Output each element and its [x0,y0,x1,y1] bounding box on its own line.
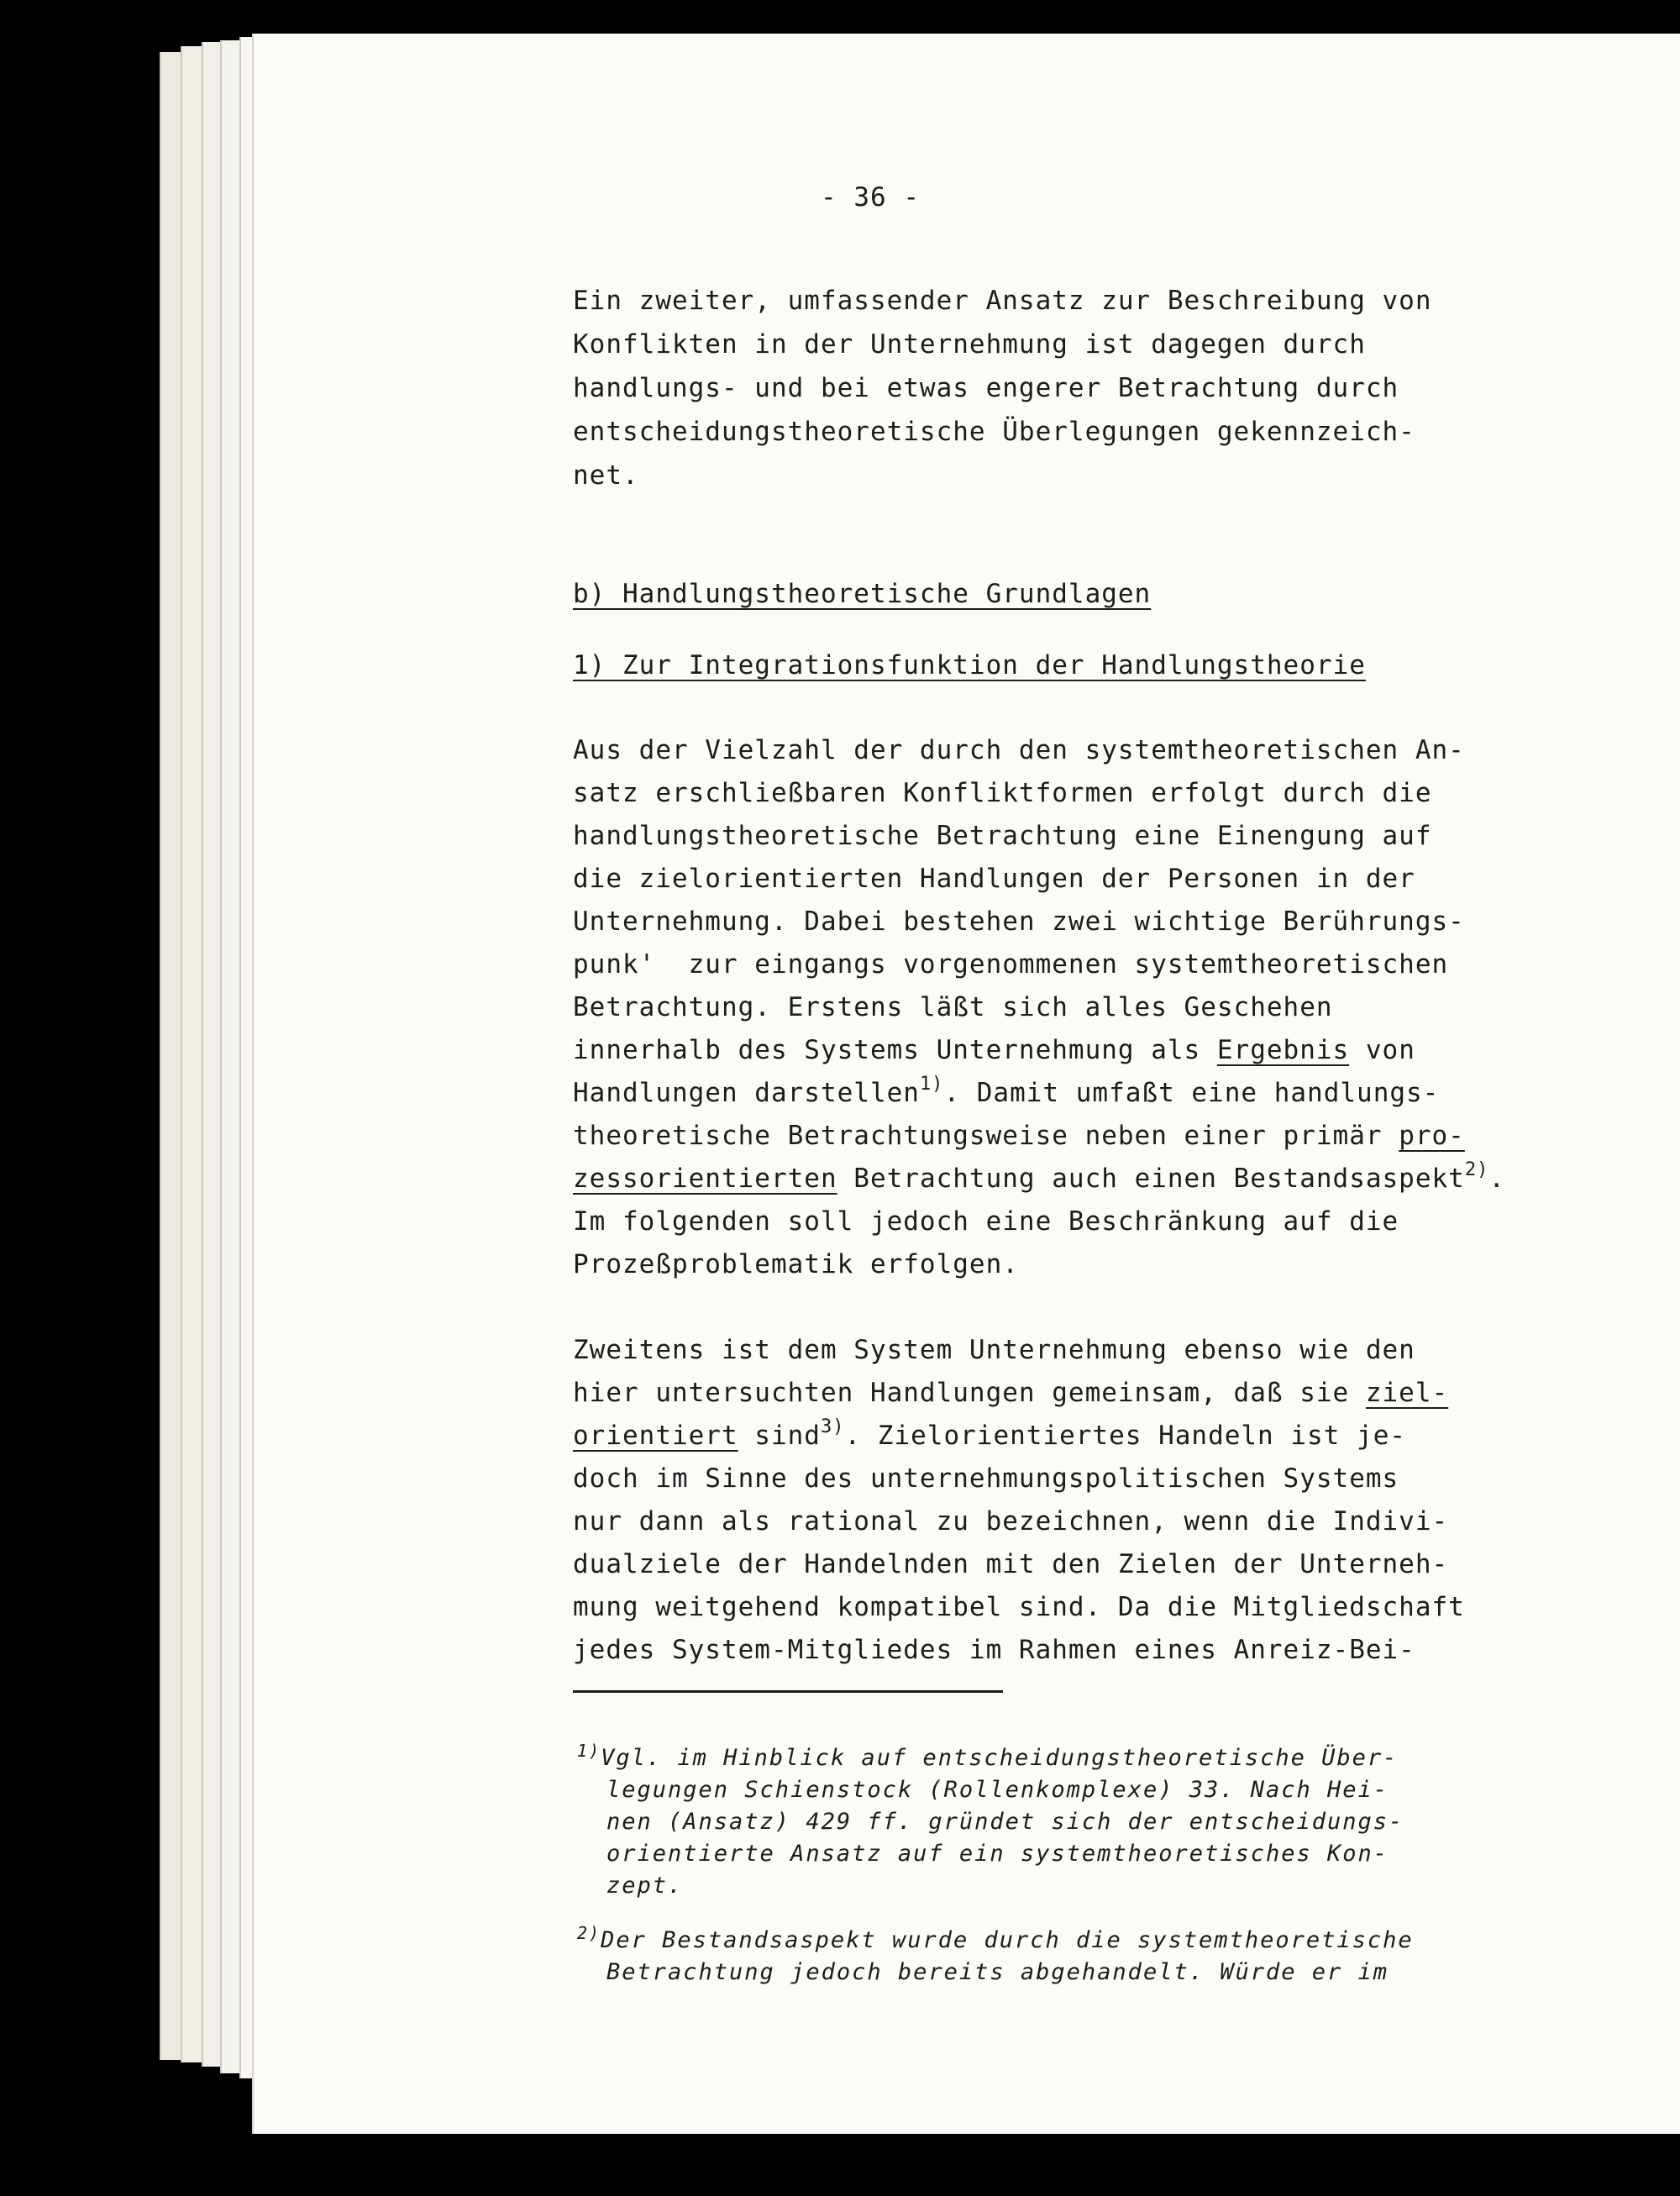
text-run: . Damit umfaßt eine handlungs- [943,1078,1440,1108]
intro-line: Ein zweiter, umfassender Ansatz zur Beschreibung von [573,286,1432,316]
subsection-heading: 1) Zur Integrationsfunktion der Handlungstheorie [573,650,1366,680]
intro-line: entscheidungstheoretische Überlegungen gekennzeich- [573,417,1415,447]
footnote-marker: 2) [577,1923,601,1943]
body-line [573,1119,1465,1153]
text-run: sind [738,1421,821,1451]
body-line [573,1076,1439,1110]
emphasized-term: Ergebnis [1216,1035,1350,1065]
text-run: . Zielorientiertes Handeln ist je- [844,1421,1407,1451]
body-line: Im folgenden soll jedoch eine Beschränkung auf die [573,1206,1399,1237]
body-line: handlungstheoretische Betrachtung eine Einengung auf [573,821,1432,851]
body-line: punk' zur eingangs vorgenommenen systemtheoretischen [573,949,1449,980]
intro-line: handlungs- und bei etwas engerer Betrachtung durch [573,373,1399,403]
footnote-line: orientierte Ansatz auf ein systemtheoretisches Kon- [606,1841,1389,1867]
body-line: nur dann als rational zu bezeichnen, wenn die Indivi- [573,1506,1449,1537]
body-line: Aus der Vielzahl der durch den systemtheoretischen An- [573,735,1465,765]
body-line: mung weitgehend kompatibel sind. Da die Mitgliedschaft [573,1592,1465,1622]
body-line: Unternehmung. Dabei bestehen zwei wichtige Berührungs- [573,906,1465,937]
text-run: Handlungen darstellen [573,1078,920,1108]
emphasized-term: pro- [1399,1121,1465,1151]
footnote-line: zept. [606,1873,684,1899]
body-line: Betrachtung. Erstens läßt sich alles Geschehen [573,992,1333,1022]
body-line: doch im Sinne des unternehmungspolitischen Systems [573,1463,1399,1494]
footnote-line: nen (Ansatz) 429 ff. gründet sich der entscheidungs- [606,1809,1404,1835]
document-page [252,34,1680,2134]
footnote-line: Betrachtung jedoch bereits abgehandelt. Würde er im [606,1959,1389,1985]
body-line: die zielorientierten Handlungen der Personen in der [573,864,1415,894]
text-run: hier untersuchten Handlungen gemeinsam, daß sie [573,1378,1366,1408]
body-line [573,1159,1506,1195]
body-line: satz erschließbaren Konfliktformen erfolgt durch die [573,778,1432,808]
body-line [573,1376,1448,1410]
intro-line: net. [573,460,639,491]
text-run: Betrachtung auch einen Bestandsaspekt [837,1164,1465,1194]
intro-line: Konflikten in der Unternehmung ist dagegen durch [573,329,1366,360]
text-run: innerhalb des Systems Unternehmung als [573,1035,1217,1065]
footnote-ref: 1) [919,1074,944,1095]
footnote-text: Der Bestandsaspekt wurde durch die systemtheoretische [601,1927,1414,1953]
body-line [573,1033,1415,1067]
footnote-line [577,1923,1414,1955]
footnote-ref: 2) [1464,1159,1489,1180]
emphasized-term: orientiert [573,1421,738,1451]
footnote-marker: 1) [577,1741,601,1761]
body-line: Zweitens ist dem System Unternehmung ebenso wie den [573,1335,1415,1365]
text-run: von [1349,1035,1415,1065]
body-line: dualziele der Handelnden mit den Zielen der Unterneh- [573,1549,1449,1579]
text-run: theoretische Betrachtungsweise neben einer primär [573,1121,1399,1151]
footnote-line [577,1741,1399,1773]
footnote-line: legungen Schienstock (Rollenkomplexe) 33. Nach Hei- [606,1777,1389,1803]
text-run: . [1488,1164,1506,1194]
body-line [573,1416,1407,1453]
body-line: Prozeßproblematik erfolgen. [573,1249,1019,1279]
footnote-text: Vgl. im Hinblick auf entscheidungstheoretische Über- [601,1745,1399,1771]
body-line: jedes System-Mitgliedes im Rahmen eines Anreiz-Bei- [573,1635,1415,1665]
emphasized-term: ziel- [1365,1378,1449,1408]
footnote-divider [573,1690,1003,1693]
section-heading: b) Handlungstheoretische Grundlagen [573,579,1152,609]
page-number: - 36 - [821,182,920,213]
emphasized-term: zessorientierten [573,1164,837,1194]
footnote-ref: 3) [820,1416,845,1437]
